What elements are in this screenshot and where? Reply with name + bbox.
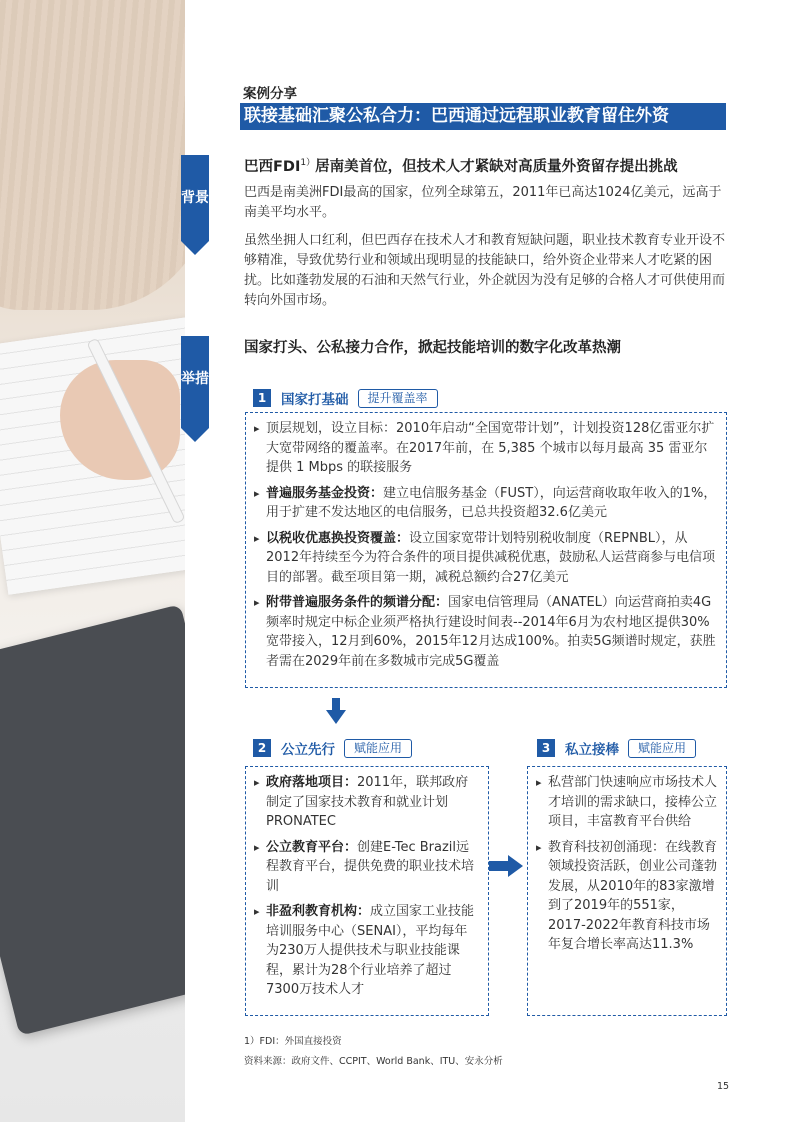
background-photo [0,0,185,1122]
step2-item-2 [254,838,480,897]
step3-item-2-text: 教育科技初创涌现：在线教育领域投资活跃，创业公司蓬勃发展，从2010年的83家激增到了2019年的551家，2017-2022年教育科技市场年复合增长率高达11.3% [548,839,718,952]
step2-item-1-text: 2011年，联邦政府制定了国家技术教育和就业计划PRONATEC [266,775,469,829]
step2-label: 公立先行 [281,742,335,758]
step1-label: 国家打基础 [281,392,349,408]
step2-header [253,738,412,758]
measures-heading: 国家打头、公私接力合作，掀起技能培训的数字化改革热潮 [244,340,621,356]
tab-measures-label: 举措 [181,371,209,387]
photo-sweater [0,0,185,310]
step3-box [527,766,727,1016]
step1-item-1 [254,419,718,478]
step1-item-4-text: 国家电信管理局（ANATEL）向运营商拍卖4G频率时规定中标企业须严格执行建设时间表--2014年6月为农村地区提供30%宽带接入，12月到60%，2015年12月达成100%。拍卖5G频谱时规定，获胜者需在2029年前在多数城市完成5G覆盖 [266,595,716,669]
step2-item-1-bold: 政府落地项目： [266,775,358,790]
step1-item-3-text: 设立国家宽带计划特别税收制度（REPNBL），从2012年持续至今为符合条件的项目提供减税优惠，鼓励私人运营商参与电信项目的部署。截至项目第一期，减税总额约合27亿美元 [266,530,716,585]
background-paragraph-1: 巴西是南美洲FDI最高的国家，位列全球第五，2011年已高达1024亿美元，远高于南美平均水平。 [244,185,722,220]
step2-item-3-bold: 非盈利教育机构： [266,904,371,919]
step3-tag: 赋能应用 [628,739,696,758]
step3-label: 私立接棒 [565,742,619,758]
photo-laptop [0,604,185,1036]
step2-tag: 赋能应用 [344,739,412,758]
page-number: 15 [717,1081,730,1092]
step1-item-3-bold: 以税收优惠换投资覆盖： [266,530,410,546]
right-arrow-icon [489,855,523,877]
footnote-source: 资料来源：政府文件、CCPIT、World Bank、ITU、安永分析 [244,1056,503,1067]
step3-item-2 [536,838,718,955]
tab-measures [181,336,209,428]
footnote-fdi: 1）FDI：外国直接投资 [244,1036,342,1047]
step2-box [245,766,489,1016]
step2-item-2-text: 创建E-Tec Brazil远程教育平台，提供免费的职业技术培训 [266,839,475,894]
case-label: 案例分享 [243,86,297,102]
background-heading-rest: 居南美首位，但技术人才紧缺对高质量外资留存提出挑战 [315,159,678,175]
background-heading-main: 巴西FDI [244,159,301,175]
step2-item-1 [254,773,480,832]
step3-item-1 [536,773,718,832]
step1-tag: 提升覆盖率 [358,389,438,408]
tab-background-label: 背景 [181,190,209,206]
step1-item-2-bold: 普遍服务基金投资： [266,485,384,501]
step1-item-4-bold: 附带普遍服务条件的频谱分配： [266,595,449,610]
background-heading [244,155,678,176]
step1-header [253,388,438,408]
step3-item-1-text: 私营部门快速响应市场技术人才培训的需求缺口，接棒公立项目，丰富教育平台供给 [548,775,718,829]
background-paragraph-2: 虽然坐拥人口红利，但巴西存在技术人才和教育短缺问题，职业技术教育专业开设不够精准，导致优势行业和领域出现明显的技能缺口，给外资企业带来人才吃紧的困扰。比如蓬勃发展的石油和天然气行业，外企就因为没有足够的合格人才可供使用而转向外国市场。 [244,233,726,308]
page-title: 联接基础汇聚公私合力：巴西通过远程职业教育留住外资 [240,103,726,130]
step2-item-3 [254,902,480,1000]
step3-header [537,738,696,758]
step1-box [245,412,727,688]
step2-item-3-text: 成立国家工业技能培训服务中心（SENAI），平均每年为230万人提供技术与职业技能课程，累计为28个行业培养了超过7300万技术人才 [266,904,475,997]
step1-item-3 [254,529,718,588]
down-arrow-icon [326,698,346,724]
step2-number: 2 [253,739,271,757]
step1-item-2 [254,484,718,523]
step1-number: 1 [253,389,271,407]
background-heading-sup: 1） [300,158,316,169]
tab-background [181,155,209,241]
step3-number: 3 [537,739,555,757]
step1-item-4 [254,593,718,671]
step2-item-2-bold: 公立教育平台： [266,839,358,855]
step1-item-1-text: 顶层规划，设立目标：2010年启动“全国宽带计划”，计划投资128亿雷亚尔扩大宽带网络的覆盖率。在2017年前，在 5,385 个城市以每月最高 35 雷亚尔提供 1 Mbps 的联接服务 [266,421,715,475]
step1-item-2-text: 建立电信服务基金（FUST），向运营商收取年收入的1%，用于扩建不发达地区的电信服务，已总共投资超32.6亿美元 [266,485,717,520]
